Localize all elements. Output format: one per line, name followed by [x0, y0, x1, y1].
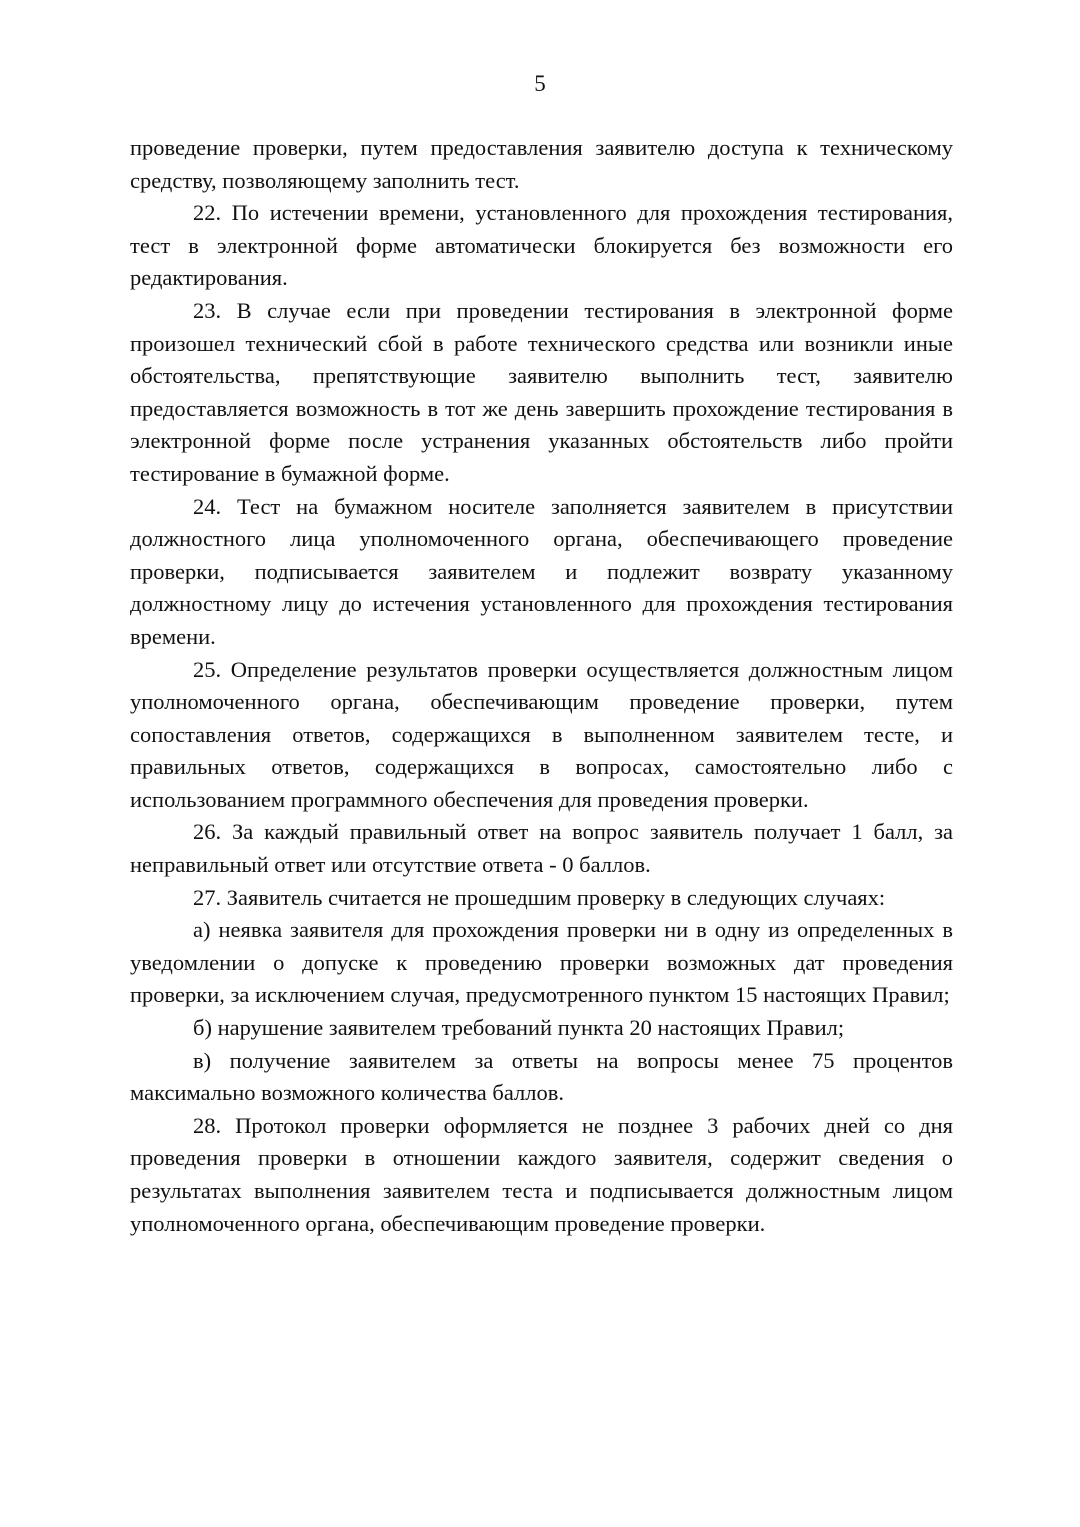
subparagraph-a: а) неявка заявителя для прохождения проверки ни в одну из определенных в уведомлении о допуске к проведению проверки возможных дат проведения проверки, за исключением случая, предусмотренного пунктом 15 настоящих Правил;: [130, 917, 953, 1008]
paragraph-23: 23. В случае если при проведении тестирования в электронной форме произошел технический сбой в работе технического средства или возникли иные обстоятельства, препятствующие заявителю выполнить тест, заявителю предоставляется возможность в тот же день завершить прохождение тестирования в электронной форме после устранения указанных обстоятельств либо пройти тестирование в бумажной форме.: [130, 297, 953, 486]
paragraph-26: 26. За каждый правильный ответ на вопрос заявитель получает 1 балл, за неправильный ответ или отсутствие ответа - 0 баллов.: [130, 819, 953, 878]
paragraph-28: 28. Протокол проверки оформляется не позднее 3 рабочих дней со дня проведения проверки в отношении каждого заявителя, содержит сведения о результатах выполнения заявителем теста и подписывается должностным лицом уполномоченного органа, обеспечивающим проведение проверки.: [130, 1112, 953, 1236]
paragraph-continuation: проведение проверки, путем предоставления заявителю доступа к техническому средству, позволяющему заполнить тест.: [130, 135, 953, 193]
paragraph-22: 22. По истечении времени, установленного для прохождения тестирования, тест в электронной форме автоматически блокируется без возможности его редактирования.: [130, 200, 953, 291]
subparagraph-b: б) нарушение заявителем требований пункта 20 настоящих Правил;: [193, 1015, 845, 1041]
paragraph-25: 25. Определение результатов проверки осуществляется должностным лицом уполномоченного органа, обеспечивающим проведение проверки, путем сопоставления ответов, содержащихся в выполненном заявителем тесте, и правильных ответов, содержащихся в вопросах, самостоятельно либо с использованием программного обеспечения для проведения проверки.: [130, 656, 953, 812]
document-body: [130, 132, 953, 1240]
paragraph-24: 24. Тест на бумажном носителе заполняется заявителем в присутствии должностного лица уполномоченного органа, обеспечивающего проведение проверки, подписывается заявителем и подлежит возврату указанному должностному лицу до истечения установленного для прохождения тестирования времени.: [130, 493, 953, 649]
paragraph-27: 27. Заявитель считается не прошедшим проверку в следующих случаях:: [193, 884, 886, 910]
page-number: 5: [534, 71, 546, 96]
subparagraph-v: в) получение заявителем за ответы на вопросы менее 75 процентов максимально возможного количества баллов.: [130, 1047, 953, 1106]
